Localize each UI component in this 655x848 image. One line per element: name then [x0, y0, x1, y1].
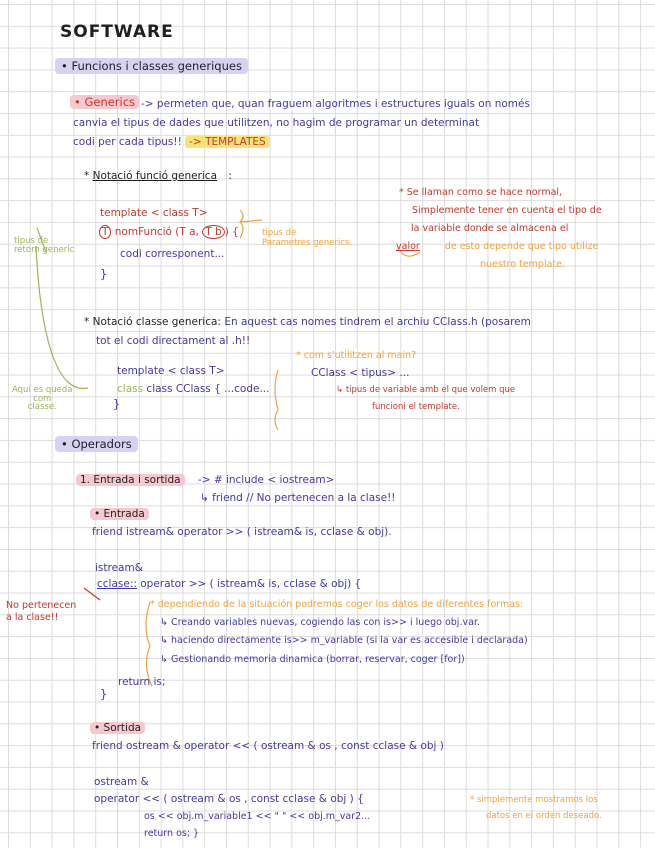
- entrada-return: return is;: [118, 676, 166, 688]
- sortida-body2: return os; }: [144, 828, 200, 839]
- ann-main-question: * com s'utilitzen al main?: [296, 350, 417, 361]
- ann-tipus-param: tipus de Parametres generics.: [262, 228, 353, 249]
- entrada-bullet: • Entrada: [90, 508, 149, 520]
- entrada-note2: ↳ Creando variables nuevas, cogiendo las con is>> i luego obj.var.: [160, 617, 480, 628]
- sortida-note2: datos en el orden deseado.: [486, 811, 602, 821]
- ann-main-code: CClass < tipus> ...: [311, 367, 410, 379]
- ann-main-note2: funcioni el template.: [372, 402, 460, 412]
- sortida-note1: * simplemente mostramos los: [470, 795, 598, 805]
- class-notation-text2: tot el codi directament al .h!!: [96, 335, 251, 347]
- func-code-signature: T nomFunció (T a, T b ) {: [99, 226, 239, 238]
- func-code-body: codi corresponent...: [120, 248, 225, 260]
- call-note-line1: * Se llaman como se hace normal,: [399, 187, 563, 198]
- sortida-decl: friend ostream & operator << ( ostream & os , const cclase & obj ): [92, 740, 444, 752]
- sub1-friend-note: ↳ friend // No pertenecen a la clase!!: [200, 492, 396, 504]
- generics-line3: codi per cada tipus!! -> TEMPLATES: [73, 136, 270, 148]
- class-notation-heading: * Notació classe generica: En aquest cas nomes tindrem el archiu CClass.h (posarem: [84, 316, 531, 328]
- entrada-def2: cclase:: operator >> ( istream& is, cclase & obj) {: [97, 578, 362, 590]
- generics-line1: -> permeten que, quan fraguem algoritmes i estructures iguals on només: [141, 98, 530, 110]
- ann-tipus-retorn: tipus de retorn generic: [14, 236, 75, 255]
- class-code-class: class class CClass { ...code...: [117, 383, 270, 395]
- templates-tag: -> TEMPLATES: [185, 136, 270, 148]
- ann-main-note1: ↳ tipus de variable amb el que volem que: [336, 385, 516, 395]
- sortida-body1: os << obj.m_variable1 << " " << obj.m_var2...: [144, 811, 371, 822]
- entrada-close: }: [100, 687, 108, 701]
- entrada-note1: * dependiendo de la situación podremos coger los datos de diferentes formas:: [150, 599, 524, 610]
- entrada-def1: istream&: [95, 562, 143, 574]
- func-code-template: template < class T>: [100, 207, 208, 219]
- func-code-close: }: [100, 267, 108, 281]
- entrada-note4: ↳ Gestionando memoria dinamica (borrar, reservar, coger [for]): [160, 654, 465, 665]
- sub1-heading: 1. Entrada i sortida -> # include < iostream>: [76, 474, 334, 486]
- class-code-template: template < class T>: [117, 365, 225, 377]
- call-note-line2: Simplemente tener en cuenta el tipo de: [412, 205, 602, 216]
- entrada-note3: ↳ haciendo directamente is>> m_variable (si la var es accesible i declarada): [160, 635, 528, 646]
- generics-bullet: • Generics: [70, 96, 139, 109]
- call-note-line4: valor de esto depende que tipo utilize: [396, 241, 599, 252]
- ann-aqui-classe: Aquí es queda com classe.: [12, 385, 73, 412]
- sortida-bullet: • Sortida: [90, 722, 145, 734]
- page-title: SOFTWARE: [60, 22, 174, 42]
- entrada-decl: friend istream& operator >> ( istream& is, cclase & obj).: [92, 526, 392, 538]
- sortida-def1: ostream &: [94, 776, 149, 788]
- ann-no-pertenecen: No pertenecen a la clase!!: [6, 600, 77, 623]
- generics-line2: canvia el tipus de dades que utilitzen, no hagim de programar un determinat: [73, 117, 480, 129]
- call-note-line5: nuestro template.: [480, 259, 565, 270]
- call-note-line3: la variable donde se almacena el: [411, 223, 569, 234]
- func-notation-heading: * Notació funció generica :: [84, 170, 232, 182]
- class-code-close: }: [113, 397, 121, 411]
- section-heading-operadors: • Operadors: [55, 438, 138, 451]
- sortida-def2: operator << ( ostream & os , const cclase & obj ) {: [94, 793, 364, 805]
- section-heading-funcions: • Funcions i classes generiques: [55, 60, 248, 73]
